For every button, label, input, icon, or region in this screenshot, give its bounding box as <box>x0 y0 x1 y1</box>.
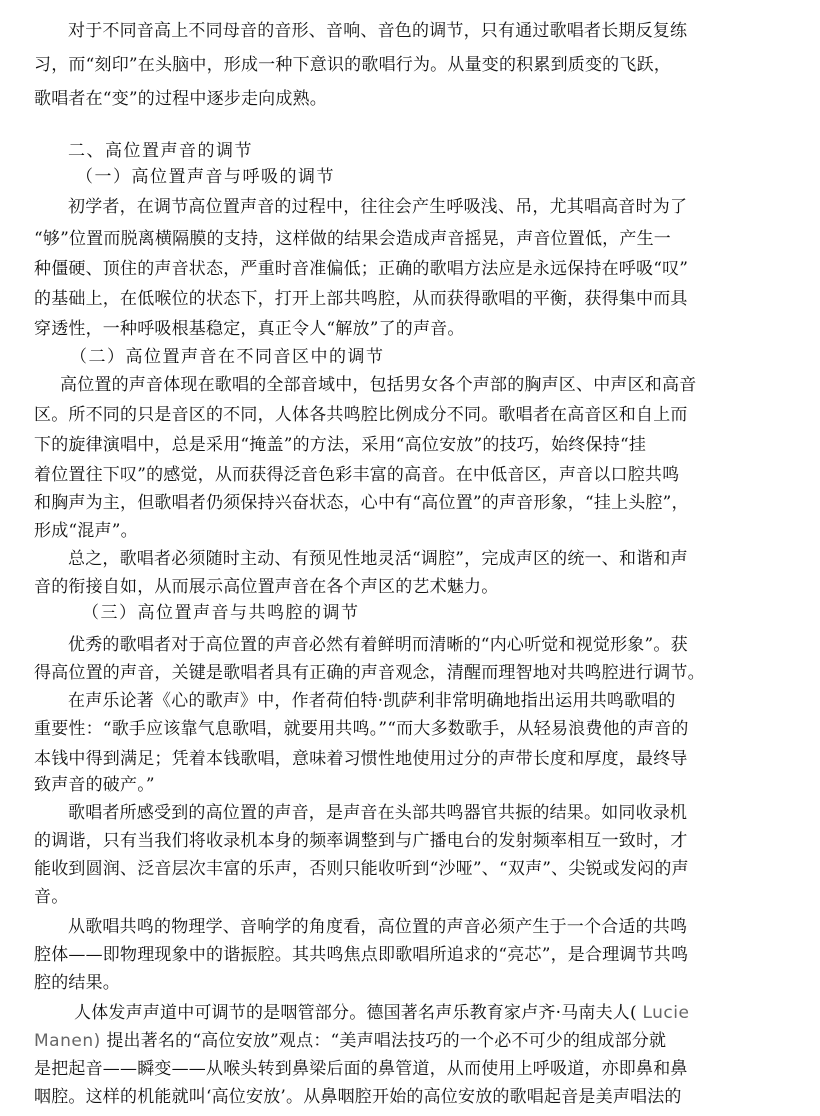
latin-name: Lucie <box>642 1003 690 1023</box>
paragraph-line: 歌唱者所感受到的高位置的声音，是声音在头部共鸣器官共振的结果。如同收录机 <box>68 803 688 823</box>
paragraph-line: 本钱中得到满足；凭着本钱歌唱，意味着习惯性地使用过分的声带长度和厚度，最终导 <box>34 749 688 769</box>
paragraph-line: 种僵硬、顶住的声音状态，严重时音准偏低；正确的歌唱方法应是永远保持在呼吸“叹” <box>34 259 689 279</box>
subsection-heading-3: （三）高位置声音与共鸣腔的调节 <box>82 603 360 623</box>
section-heading: 二、高位置声音的调节 <box>68 141 253 161</box>
paragraph-line: 下的旋律演唱中，总是采用“掩盖”的方法，采用“高位安放”的技巧，始终保持“挂 <box>34 435 647 455</box>
paragraph-line: 咽腔。这样的机能就叫‘高位安放’。从鼻咽腔开始的高位安放的歌唱起音是美声唱法的 <box>34 1087 682 1107</box>
paragraph-line: 歌唱者在“变”的过程中逐步走向成熟。 <box>34 89 327 109</box>
subsection-heading-1: （一）高位置声音与呼吸的调节 <box>76 167 335 187</box>
paragraph-line: 优秀的歌唱者对于高位置的声音必然有着鲜明而清晰的“内心听觉和视觉形象”。获 <box>68 635 688 655</box>
paragraph-line: 得高位置的声音，关键是歌唱者具有正确的声音观念，清醒而理智地对共鸣腔进行调节。 <box>34 663 705 683</box>
paragraph-line: 从歌唱共鸣的物理学、音响学的角度看，高位置的声音必须产生于一个合适的共鸣 <box>68 917 688 937</box>
paragraph-line: 穿透性，一种呼吸根基稳定，真正令人“解放”了的声音。 <box>34 319 465 339</box>
paragraph-line: 能收到圆润、泛音层次丰富的乐声，否则只能收听到“沙哑”、“双声”、尖锐或发闷的声 <box>34 859 689 879</box>
paragraph-line: 习，而“刻印”在头脑中，形成一种下意识的歌唱行为。从量变的积累到质变的飞跃， <box>34 55 671 75</box>
paragraph-line: 高位置的声音体现在歌唱的全部音域中，包括男女各个声部的胸声区、中声区和高音 <box>60 375 697 395</box>
paragraph-line: 着位置往下叹”的感觉，从而获得泛音色彩丰富的高音。在中低音区，声音以口腔共鸣 <box>34 465 680 485</box>
paragraph-line: “够”位置而脱离横隔膜的支持，这样做的结果会造成声音摇晃，声音位置低，产生一 <box>34 229 671 249</box>
paragraph-text: 提出著名的“高位安放”观点：“美声唱法技巧的一个必不可少的组成部分就 <box>106 1031 667 1051</box>
latin-name: Manen) <box>34 1031 101 1051</box>
paragraph-line: 腔的结果。 <box>34 973 120 993</box>
paragraph-line: 音的衔接自如，从而展示高位置声音在各个声区的艺术魅力。 <box>34 577 499 597</box>
subsection-heading-2: （二）高位置声音在不同音区中的调节 <box>70 347 385 367</box>
paragraph-line: 是把起音——瞬变——从喉头转到鼻梁后面的鼻管道，从而使用上呼吸道，亦即鼻和鼻 <box>34 1059 688 1079</box>
paragraph-line: 音。 <box>34 887 69 907</box>
paragraph-line: 重要性：“歌手应该靠气息歌唱，就要用共鸣。”“而大多数歌手，从轻易浪费他的声音的 <box>34 719 689 739</box>
paragraph-line: 总之，歌唱者必须随时主动、有预见性地灵活“调腔”，完成声区的统一、和谐和声 <box>68 549 688 569</box>
paragraph-line: 初学者，在调节高位置声音的过程中，往往会产生呼吸浅、吊，尤其唱高音时为了 <box>68 197 688 217</box>
paragraph-line: 区。所不同的只是音区的不同，人体各共鸣腔比例成分不同。歌唱者在高音区和自上而 <box>34 405 688 425</box>
paragraph-line: 在声乐论著《心的歌声》中，作者荷伯特·凯萨利非常明确地指出运用共鸣歌唱的 <box>68 691 676 711</box>
paragraph-line: 的调谐，只有当我们将收录机本身的频率调整到与广播电台的发射频率相互一致时，才 <box>34 831 688 851</box>
paragraph-text: 人体发声声道中可调节的是咽管部分。德国著名声乐教育家卢齐·马南夫人( <box>74 1003 637 1023</box>
paragraph-line: 腔体——即物理现象中的谐振腔。其共鸣焦点即歌唱所追求的“亮芯”，是合理调节共鸣 <box>34 945 689 965</box>
paragraph-line: 的基础上，在低喉位的状态下，打开上部共鸣腔，从而获得歌唱的平衡，获得集中而具 <box>34 289 688 309</box>
paragraph-line: 对于不同音高上不同母音的音形、音响、音色的调节，只有通过歌唱者长期反复练 <box>68 21 688 41</box>
paragraph-line: 形成“混声”。 <box>34 521 138 541</box>
paragraph-line: 致声音的破产。” <box>34 775 155 795</box>
paragraph-line: 和胸声为主，但歌唱者仍须保持兴奋状态，心中有“高位置”的声音形象，“挂上头腔”， <box>34 493 689 513</box>
